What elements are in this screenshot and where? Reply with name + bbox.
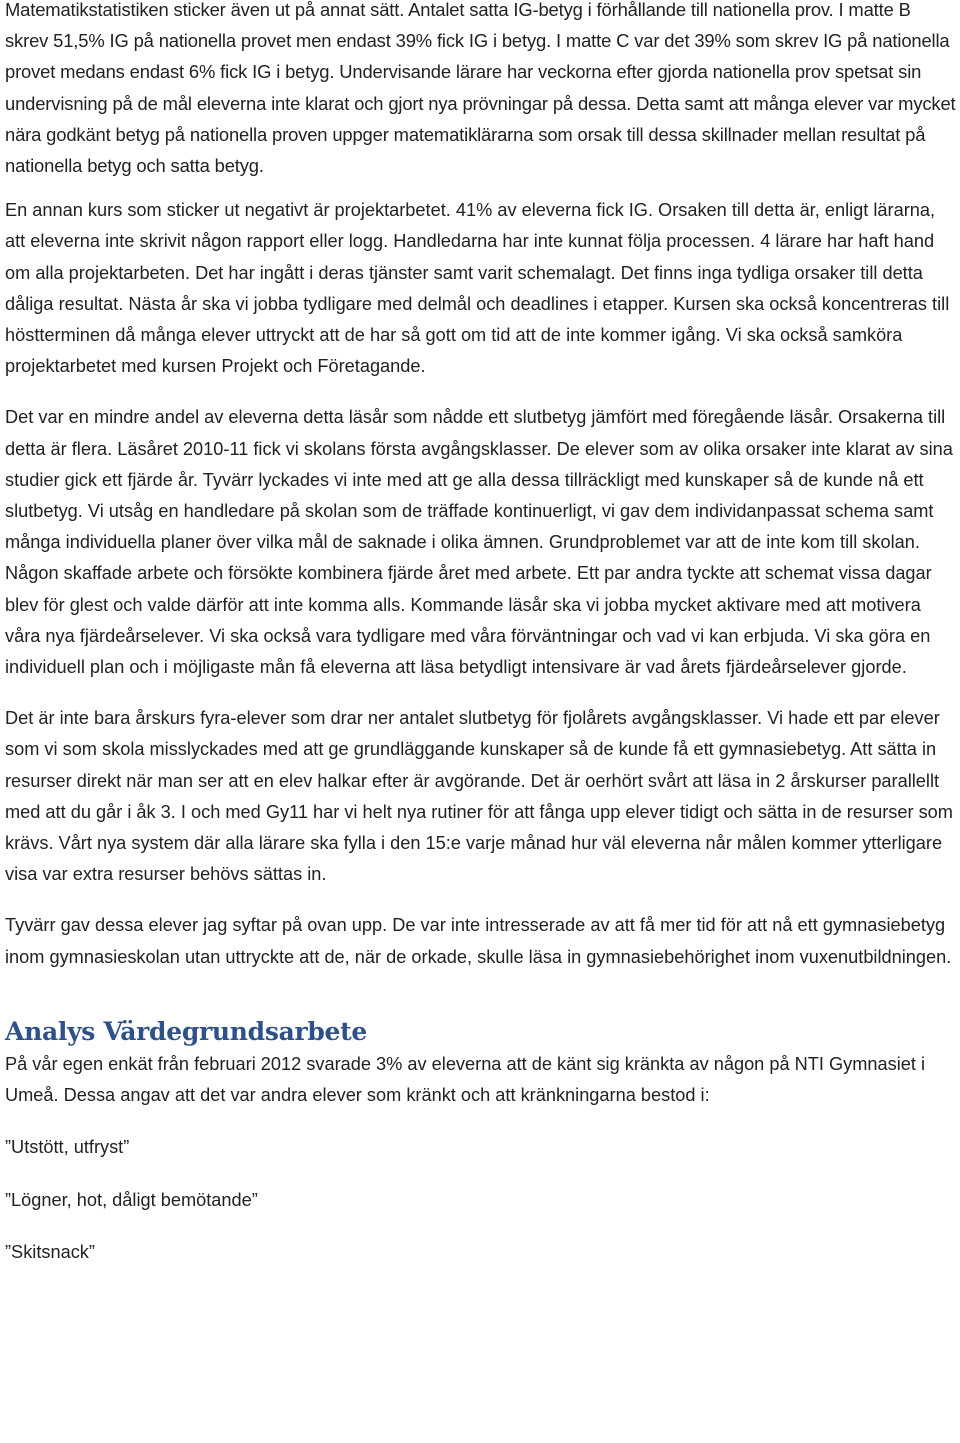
quote-item: ”Utstött, utfryst” <box>5 1137 130 1158</box>
paragraph-students-gave-up: Tyvärr gav dessa elever jag syftar på ovan upp. De var inte intresserade av att få mer tid för att nå ett gymnasiebetyg inom gymnasieskolan utan uttryckte att de, när de orkade, skulle läsa in gymnasiebehörighet inom vuxenutbildningen. <box>5 915 952 967</box>
paragraph-final-grades: Det var en mindre andel av eleverna detta läsår som nådde ett slutbetyg jämfört med föregående läsår. Orsakerna till detta är flera. Läsåret 2010-11 fick vi skolans första avgångsklasser. De elever som av olika orsaker inte klarat av sina studier gick ett fjärde år. Tyvärr lyckades vi inte med att ge alla dessa tillräckligt med kunskaper så de kunde nå ett slutbetyg. Vi utsåg en handledare på skolan som de träffade kontinuerligt, vi gav dem individanpassat schema samt många individuella planer över vilka mål de saknade i olika ämnen. Grundproblemet var att de inte kom till skolan. Någon skaffade arbete och försökte kombinera fjärde året med arbete. Ett par andra tyckte att schemat vissa dagar blev för glest och valde därför att inte komma alls. Kommande läsår ska vi jobba mycket aktivare med att motivera våra nya fjärdeårselever. Vi ska också vara tydligare med våra förväntningar och vad vi kan erbjuda. Vi ska göra en individuell plan och i möjligaste mån få eleverna att läsa betydligt intensivare är vad årets fjärdeårselever gjorde. <box>5 407 953 678</box>
section-heading-values-analysis: Analys Värdegrundsarbete <box>5 1016 368 1046</box>
quote-item: ”Skitsnack” <box>5 1241 95 1262</box>
document-page <box>5 0 957 1268</box>
paragraph-project-work: En annan kurs som sticker ut negativt är projektarbetet. 41% av eleverna fick IG. Orsaken till detta är, enligt lärarna, att eleverna inte skrivit någon rapport eller logg. Handledarna har inte kunnat följa processen. 4 lärare har haft hand om alla projektarbeten. Det har ingått i deras tjänster samt varit schemalagt. Det finns inga tydliga orsaker till detta dåliga resultat. Nästa år ska vi jobba tydligare med delmål och deadlines i etapper. Kursen ska också koncentreras till höstterminen då många elever uttryckt att de har så gott om tid att de inte kommer igång. Vi ska också samköra projektarbetet med kursen Projekt och Företagande. <box>5 200 950 377</box>
quote-item: ”Lögner, hot, dåligt bemötande” <box>5 1189 258 1210</box>
paragraph-fourth-year-students: Det är inte bara årskurs fyra-elever som drar ner antalet slutbetyg för fjolårets avgångsklasser. Vi hade ett par elever som vi som skola misslyckades med att ge grundläggande kunskaper så de kunde få ett gymnasiebetyg. Att sätta in resurser direkt när man ser att en elev halkar efter är avgörande. Det är oerhört svårt att läsa in 2 årskurser parallellt med att du går i åk 3. I och med Gy11 har vi helt nya rutiner för att fånga upp elever tidigt och sätta in de resurser som krävs. Vårt nya system där alla lärare ska fylla i den 15:e varje månad hur väl eleverna når målen kommer ytterligare visa var extra resurser behövs sättas in. <box>5 708 953 885</box>
paragraph-survey-results: På vår egen enkät från februari 2012 svarade 3% av eleverna att de känt sig kränkta av någon på NTI Gymnasiet i Umeå. Dessa angav att det var andra elever som kränkt och att kränkningarna bestod i: <box>5 1053 926 1106</box>
paragraph-math-statistics: Matematikstatistiken sticker även ut på annat sätt. Antalet satta IG-betyg i förhållande till nationella prov. I matte B skrev 51,5% IG på nationella provet men endast 39% fick IG i betyg. I matte C var det 39% som skrev IG på nationella provet medans endast 6% fick IG i betyg. Undervisande lärare har veckorna efter gjorda nationella prov spetsat sin undervisning på de mål eleverna inte klarat och gjort nya prövningar på dessa. Detta samt att många elever var mycket nära godkänt betyg på nationella proven uppger matematiklärarna som orsak till dessa skillnader mellan resultat på nationella betyg och satta betyg. <box>5 0 956 177</box>
